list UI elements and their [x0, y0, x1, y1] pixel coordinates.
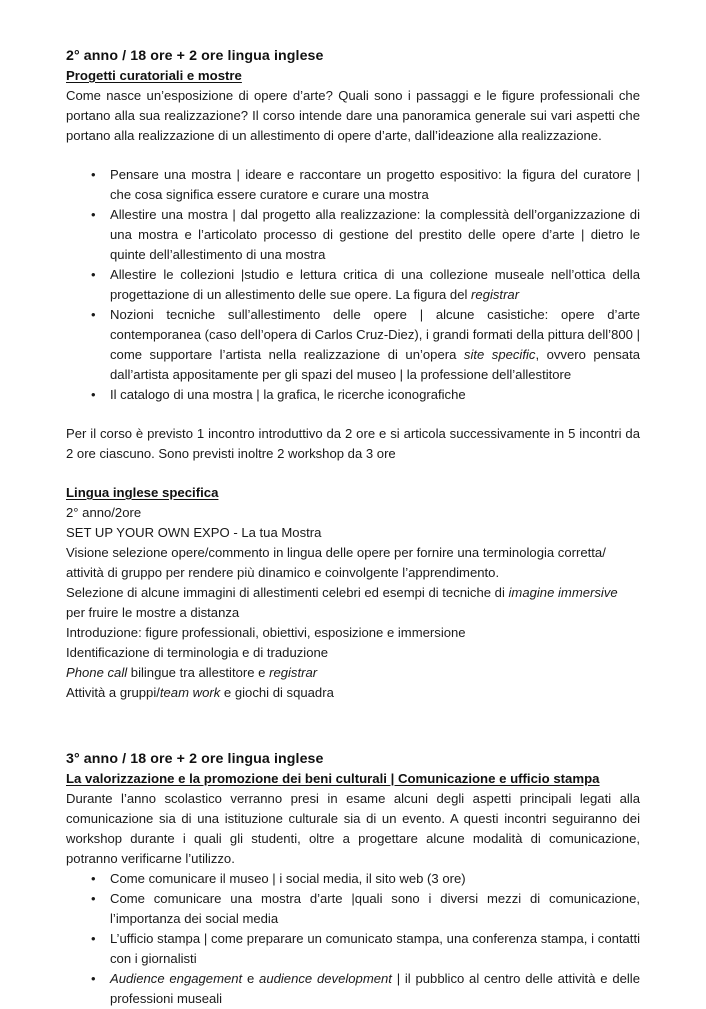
text-line — [66, 643, 640, 663]
section-anno2-year-heading: 2° anno / 18 ore + 2 ore lingua inglese — [66, 48, 324, 64]
text-run: Come comunicare il museo | i social media, il sito web (3 ore) — [110, 871, 466, 886]
text-run: L’ufficio stampa | come preparare un comunicato stampa, una conferenza stampa, i contatti con i giornalisti — [110, 931, 640, 966]
section-anno2-intro-paragraph: Come nasce un’esposizione di opere d’arte? Quali sono i passaggi e le figure professionali che portano alla sua realizzazione? Il corso intende dare una panoramica generale sui vari aspetti che portano alla realizzazione di un allestimento di opere d’arte, dall’ideazione alla realizzazione. — [66, 88, 640, 143]
italic-run: Phone call — [66, 665, 128, 680]
section-anno3 — [66, 749, 640, 1009]
list-item — [66, 889, 640, 929]
section-anno3-year-heading: 3° anno / 18 ore + 2 ore lingua inglese — [66, 751, 324, 767]
italic-run: imagine immersive — [508, 585, 618, 600]
section-anno3-sub-heading: La valorizzazione e la promozione dei beni culturali | Comunicazione e ufficio stampa — [66, 771, 600, 786]
document-body — [66, 46, 640, 1009]
text-run: Visione selezione opere/commento in lingua delle opere per fornire una terminologia corretta/ attività di gruppo per rendere più dinamico e coinvolgente l’apprendimento. — [66, 545, 606, 580]
text-line — [66, 523, 640, 543]
text-line — [66, 543, 640, 583]
section-anno3-intro-paragraph: Durante l’anno scolastico verranno presi in esame alcuni degli aspetti principali legati alla comunicazione sia di una istituzione culturale sia di un evento. A questi incontri seguiranno dei workshop durante i quali gli studenti, oltre a progettare alcune modalità di comunicazione, potranno verificarne l’utilizzo. — [66, 791, 640, 866]
list-item — [66, 869, 640, 889]
text-run: Allestire le collezioni |studio e lettura critica di una collezione museale nell’ottica della progettazione di un allestimento delle sue opere. La figura del — [110, 267, 640, 302]
text-run: Pensare una mostra | ideare e raccontare un progetto espositivo: la figura del curatore | che cosa significa essere curatore e curare una mostra — [110, 167, 640, 202]
text-run: | il pubblico al centro delle attività e delle professioni museali — [110, 971, 640, 1006]
text-run: 2° anno/2ore — [66, 505, 142, 520]
list-item — [66, 305, 640, 385]
text-run: per fruire le mostre a distanza — [66, 605, 240, 620]
italic-run: audience development — [259, 971, 392, 986]
text-run: e giochi di squadra — [220, 685, 334, 700]
text-run: Il catalogo di una mostra | la grafica, le ricerche iconografiche — [110, 387, 466, 402]
text-line — [66, 583, 640, 623]
section-anno2-closing-paragraph: Per il corso è previsto 1 incontro introduttivo da 2 ore e si articola successivamente in 5 incontri da 2 ore ciascuno. Sono previsti inoltre 2 workshop da 3 ore — [66, 426, 640, 461]
text-run: , ovvero pensata dall’artista appositamente per gli spazi del museo | la professione dell’allestitore — [110, 347, 640, 382]
text-line — [66, 663, 640, 683]
text-run: Introduzione: figure professionali, obiettivi, esposizione e immersione — [66, 625, 466, 640]
text-run: Nozioni tecniche sull’allestimento delle opere | alcune casistiche: opere d’arte contemporanea (caso dell’opera di Carlos Cruz-Diez), i grandi formati della pittura dell’800 | come supportare l’artista nella realizzazione di un’opera — [110, 307, 640, 362]
list-item — [66, 165, 640, 205]
list-item — [66, 385, 640, 405]
list-item — [66, 265, 640, 305]
section-anno3-bullet-list — [66, 869, 640, 1009]
text-run: Come comunicare una mostra d’arte |quali sono i diversi mezzi di comunicazione, l’importanza dei social media — [110, 891, 640, 926]
italic-run: registrar — [471, 287, 520, 302]
text-run: Identificazione di terminologia e di traduzione — [66, 645, 329, 660]
language-block-sub-heading: Lingua inglese specifica — [66, 485, 219, 500]
text-line — [66, 503, 640, 523]
italic-run: Audience engagement — [110, 971, 243, 986]
text-run: Allestire una mostra | dal progetto alla realizzazione: la complessità dell’organizzazione di una mostra e l’articolato processo di gestione del prestito delle opere d’arte | dietro le quinte dell’allestimento di una mostra — [110, 207, 640, 262]
italic-run: site specific — [463, 347, 536, 362]
list-item — [66, 929, 640, 969]
text-line — [66, 683, 640, 703]
list-item — [66, 205, 640, 265]
list-item — [66, 969, 640, 1009]
text-run: Selezione di alcune immagini di allestimenti celebri ed esempi di tecniche di — [66, 585, 509, 600]
section-anno2-sub-heading: Progetti curatoriali e mostre — [66, 68, 242, 83]
language-block-lines — [66, 503, 640, 703]
italic-run: registrar — [269, 665, 318, 680]
text-line — [66, 623, 640, 643]
text-run: e — [242, 971, 260, 986]
section-anno2-bullet-list — [66, 165, 640, 405]
language-block-anno2 — [66, 483, 640, 703]
text-run: Attività a gruppi/ — [66, 685, 160, 700]
italic-run: team work — [159, 685, 221, 700]
section-anno2 — [66, 46, 640, 703]
text-run: bilingue tra allestitore e — [127, 665, 270, 680]
text-run: SET UP YOUR OWN EXPO - La tua Mostra — [66, 525, 322, 540]
